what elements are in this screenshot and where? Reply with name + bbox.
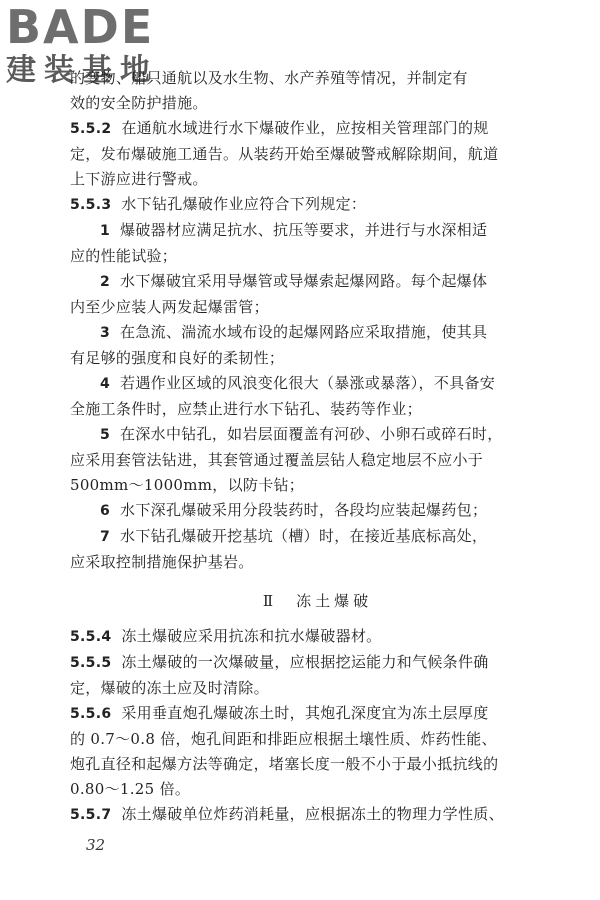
clause-number: 5.5.7 bbox=[70, 807, 112, 823]
text-line: 的 0.7～0.8 倍，炮孔间距和排距应根据土壤性质、炸药性能、 bbox=[70, 730, 497, 748]
clause-5-5-6 bbox=[70, 701, 565, 727]
list-item-1 bbox=[70, 218, 565, 244]
text-line: 炮孔直径和起爆方法等确定，堵塞长度一般不小于最小抵抗线的 bbox=[70, 755, 499, 773]
text-line: 冻土爆破的一次爆破量，应根据挖运能力和气候条件确 bbox=[121, 653, 489, 671]
clause-number: 5.5.5 bbox=[70, 655, 112, 671]
text-line: 500mm～1000mm，以防卡钻； bbox=[70, 476, 305, 494]
text-line: 定，发布爆破施工通告。从装药开始至爆破警戒解除期间，航道 bbox=[70, 145, 499, 163]
item-number: 4 bbox=[100, 376, 111, 392]
logo-subtext: 建装基地 bbox=[6, 53, 158, 88]
text-line: 内至少应装人两发起爆雷管； bbox=[70, 298, 269, 316]
text-line: 的变物、船只通航以及水生物、水产养殖等情况，并制定有 bbox=[70, 69, 468, 87]
logo-text: BADE bbox=[6, 0, 155, 54]
clause-5-5-7 bbox=[70, 802, 565, 828]
list-item-5 bbox=[70, 422, 565, 448]
item-number: 3 bbox=[100, 325, 111, 341]
clause-5-5-2 bbox=[70, 116, 565, 142]
text-line: 应采用套管法钻进，其套管通过覆盖层钻人稳定地层不应小于 bbox=[70, 451, 484, 469]
clause-number: 5.5.2 bbox=[70, 121, 112, 137]
clause-5-5-5 bbox=[70, 650, 565, 676]
text-line: 水下爆破宜采用导爆管或导爆索起爆网路。每个起爆体 bbox=[120, 272, 488, 290]
clause-5-5-4 bbox=[70, 624, 565, 650]
text-line: 效的安全防护措施。 bbox=[70, 94, 208, 112]
text-line: 水下钻孔爆破作业应符合下列规定： bbox=[121, 195, 367, 213]
item-number: 6 bbox=[100, 503, 111, 519]
text-line: 上下游应进行警戒。 bbox=[70, 170, 208, 188]
text-line: 冻土爆破单位炸药消耗量，应根据冻土的物理力学性质、 bbox=[121, 805, 504, 823]
text-line: 采用垂直炮孔爆破冻土时，其炮孔深度宜为冻土层厚度 bbox=[121, 704, 489, 722]
text-line: 0.80～1.25 倍。 bbox=[70, 780, 191, 798]
item-number: 7 bbox=[100, 529, 111, 545]
text-line: 在通航水域进行水下爆破作业，应按相关管理部门的规 bbox=[121, 119, 489, 137]
item-number: 2 bbox=[100, 274, 111, 290]
clause-number: 5.5.6 bbox=[70, 706, 112, 722]
text-line: 冻土爆破应采用抗冻和抗水爆破器材。 bbox=[121, 627, 382, 645]
text-line: 水下钻孔爆破开挖基坑（槽）时，在接近基底标高处， bbox=[120, 527, 488, 545]
text-line: 定，爆破的冻土应及时清除。 bbox=[70, 679, 269, 697]
list-item-2 bbox=[70, 269, 565, 295]
text-line: 应采取控制措施保护基岩。 bbox=[70, 553, 254, 571]
text-line: 在急流、湍流水域布设的起爆网路应采取措施，使其具 bbox=[120, 323, 488, 341]
page-number: 32 bbox=[86, 836, 106, 854]
item-number: 1 bbox=[100, 223, 111, 239]
item-number: 5 bbox=[100, 427, 111, 443]
section-title: Ⅱ 冻土爆破 bbox=[262, 592, 373, 610]
document-body bbox=[70, 66, 565, 828]
text-line: 应的性能试验； bbox=[70, 247, 178, 265]
text-line: 有足够的强度和良好的柔韧性； bbox=[70, 349, 285, 367]
text-line: 在深水中钻孔，如岩层面覆盖有河砂、小卵石或碎石时， bbox=[120, 425, 503, 443]
list-item-7 bbox=[70, 524, 565, 550]
clause-5-5-3 bbox=[70, 192, 565, 218]
text-line: 全施工条件时，应禁止进行水下钻孔、装药等作业； bbox=[70, 400, 422, 418]
list-item-4 bbox=[70, 371, 565, 397]
text-line: 水下深孔爆破采用分段装药时，各段均应装起爆药包； bbox=[120, 501, 488, 519]
list-item-6 bbox=[70, 498, 565, 524]
list-item-3 bbox=[70, 320, 565, 346]
text-line: 若遇作业区域的风浪变化很大（暴涨或暴落），不具备安 bbox=[120, 374, 496, 392]
clause-number: 5.5.4 bbox=[70, 629, 112, 645]
clause-number: 5.5.3 bbox=[70, 197, 112, 213]
text-line: 爆破器材应满足抗水、抗压等要求，并进行与水深相适 bbox=[120, 221, 488, 239]
